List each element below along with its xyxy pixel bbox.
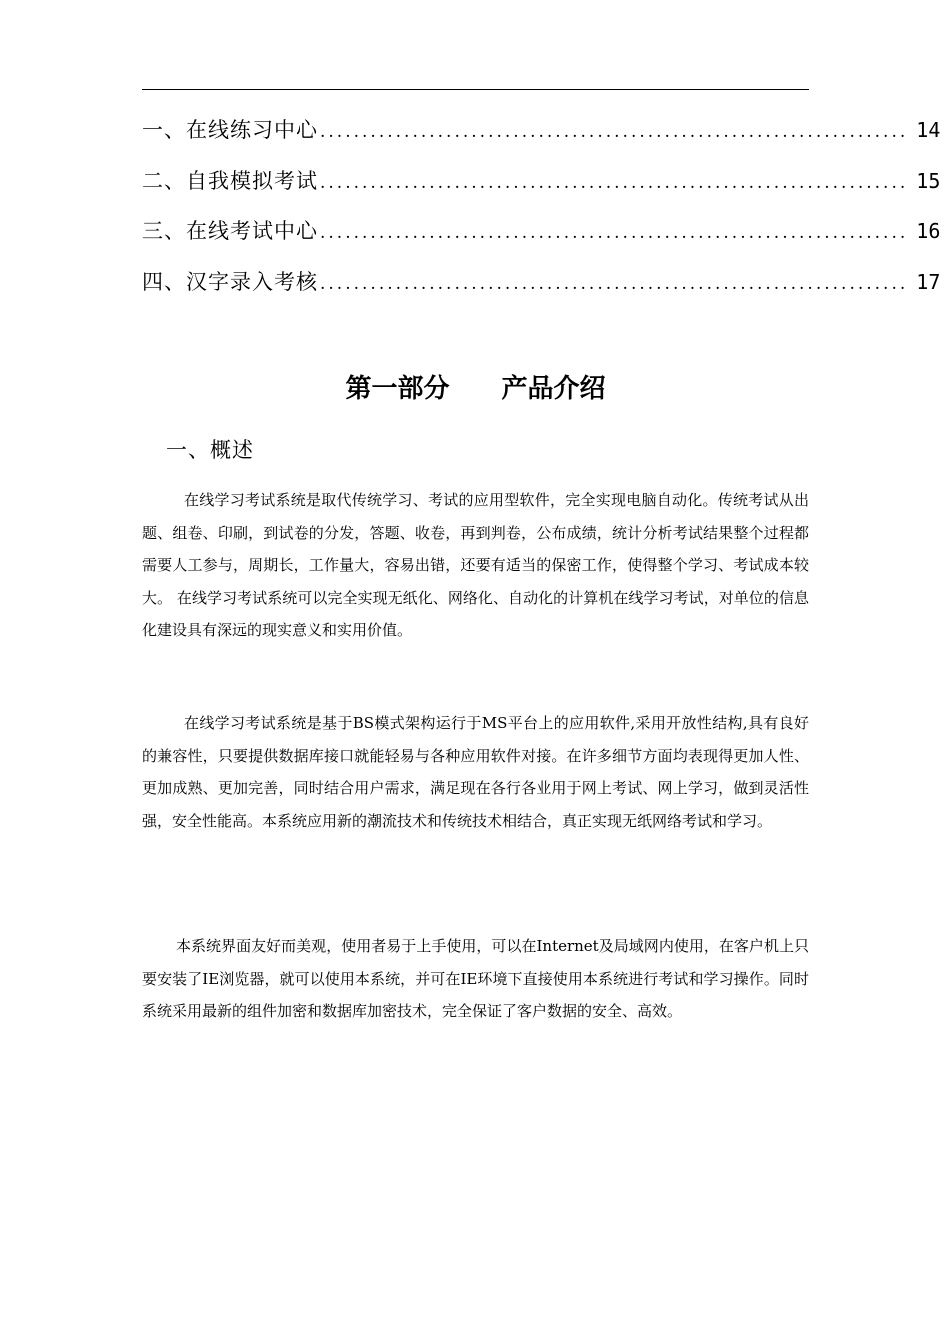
table-of-contents bbox=[142, 114, 941, 316]
body-paragraph: 在线学习考试系统是基于BS模式架构运行于MS平台上的应用软件,采用开放性结构,具有良好的兼容性，只要提供数据库接口就能轻易与各种应用软件对接。在许多细节方面均表现得更加人性、更加成熟、更加完善，同时结合用户需求，满足现在各行各业用于网上考试、网上学习，做到灵活性强，安全性能高。本系统应用新的潮流技术和传统技术相结合，真正实现无纸网络考试和学习。 bbox=[142, 714, 809, 830]
toc-entry-title: 二、自我模拟考试 bbox=[142, 168, 318, 193]
toc-entry[interactable] bbox=[142, 215, 941, 266]
header-rule bbox=[142, 89, 809, 90]
toc-entry-title: 三、在线考试中心 bbox=[142, 219, 318, 243]
toc-entry-page: 15 bbox=[916, 168, 941, 193]
part-title: 第一部分 产品介绍 bbox=[345, 374, 606, 404]
toc-entry-title: 一、在线练习中心 bbox=[142, 118, 318, 142]
toc-entry-title: 四、汉字录入考核 bbox=[142, 269, 318, 294]
toc-entry-page: 17 bbox=[916, 269, 941, 294]
toc-entry-page: 14 bbox=[916, 118, 941, 142]
toc-leader-dots: ...................................................................... bbox=[320, 172, 909, 193]
toc-leader-dots: ...................................................................... bbox=[320, 223, 909, 243]
toc-entry[interactable] bbox=[142, 114, 941, 165]
toc-entry[interactable] bbox=[142, 266, 941, 317]
body-paragraph: 在线学习考试系统是取代传统学习、考试的应用型软件，完全实现电脑自动化。传统考试从出题、组卷、印刷，到试卷的分发，答题、收卷，再到判卷，公布成绩，统计分析考试结果整个过程都需要人工参与，周期长，工作量大，容易出错，还要有适当的保密工作，使得整个学习、考试成本较大。 在线学习考试系统可以完全实现无纸化、网络化、自动化的计算机在线学习考试，对单位的信息化建设具有深远的现实意义和实用价值。 bbox=[142, 491, 809, 639]
toc-entry[interactable] bbox=[142, 165, 941, 216]
toc-leader-dots: ...................................................................... bbox=[320, 273, 909, 294]
body-paragraph: 本系统界面友好而美观，使用者易于上手使用，可以在Internet及局域网内使用，在客户机上只要安装了IE浏览器，就可以使用本系统，并可在IE环境下直接使用本系统进行考试和学习操作。同时系统采用最新的组件加密和数据库加密技术，完全保证了客户数据的安全、高效。 bbox=[142, 937, 809, 1020]
toc-leader-dots: ...................................................................... bbox=[320, 122, 909, 142]
section-heading: 一、概述 bbox=[166, 438, 254, 462]
toc-entry-page: 16 bbox=[916, 219, 941, 243]
